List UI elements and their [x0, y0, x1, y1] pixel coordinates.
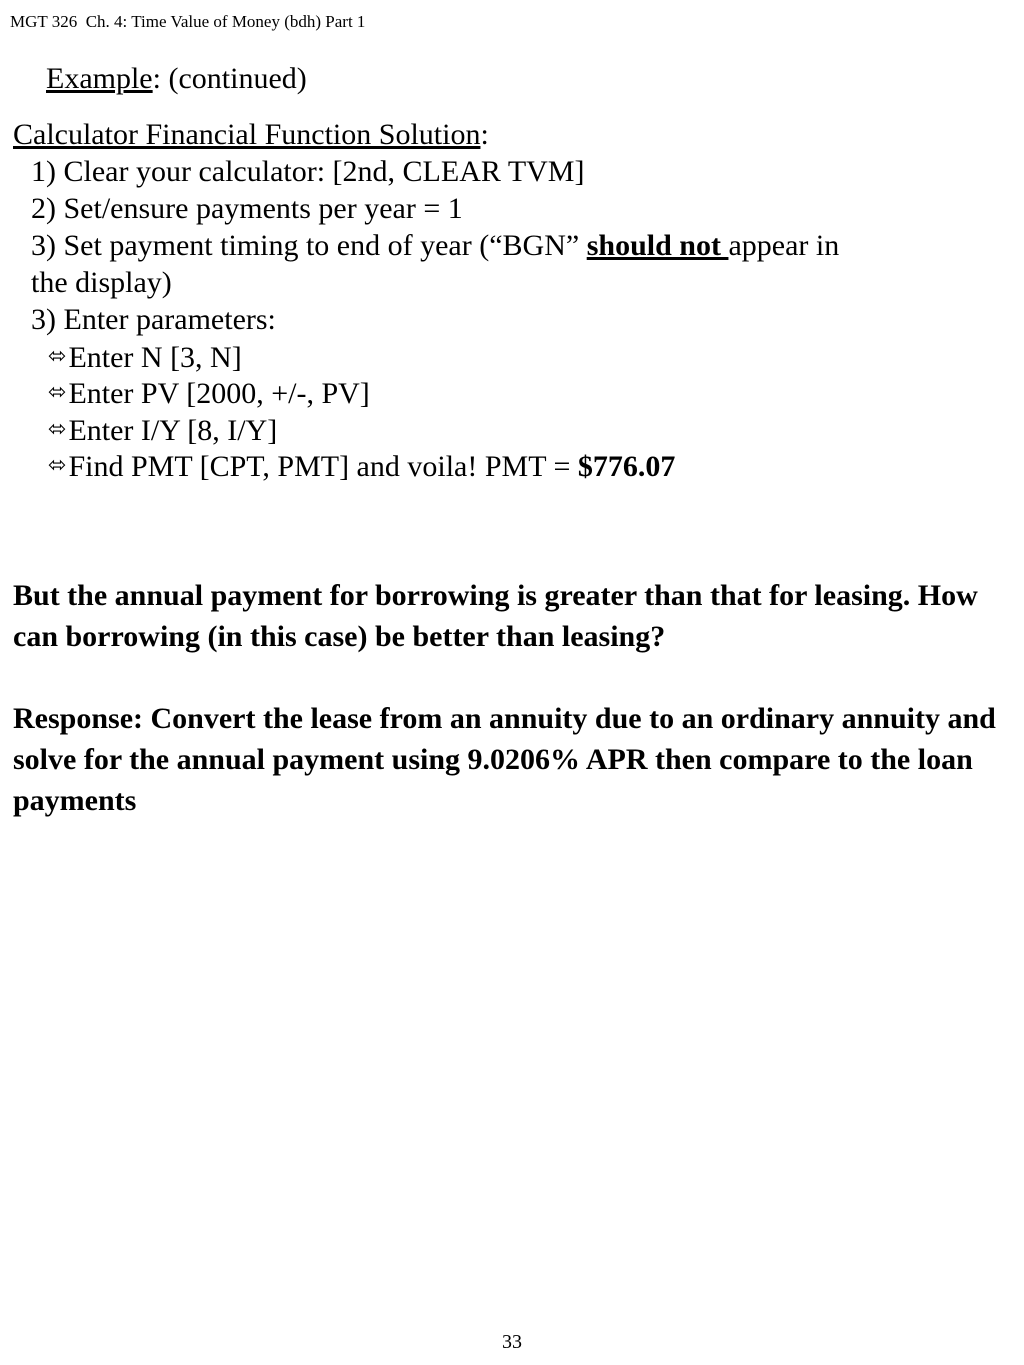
question-paragraph: But the annual payment for borrowing is greater than that for leasing. How can borrowing (in this case) be better than leasing?: [13, 579, 978, 653]
enter-iy-text: Enter I/Y [8, I/Y]: [68, 414, 278, 447]
find-pmt-item: [48, 448, 675, 485]
calculator-title-suffix: :: [480, 118, 489, 151]
enter-n-item: [48, 339, 242, 376]
page-number: 33: [502, 1331, 522, 1353]
course-header: MGT 326 Ch. 4: Time Value of Money (bdh) Part 1: [10, 12, 366, 31]
double-arrow-icon: ⬄: [48, 344, 67, 369]
enter-iy-item: [48, 412, 277, 449]
step-enter-parameters: 3) Enter parameters:: [31, 303, 276, 336]
enter-n-text: Enter N [3, N]: [68, 341, 242, 374]
step-payment-timing-pre: 3) Set payment timing to end of year (“BGN”: [31, 229, 587, 262]
example-label: Example: [46, 62, 153, 95]
calculator-section-title: [13, 117, 489, 153]
step-clear-calculator: 1) Clear your calculator: [2nd, CLEAR TVM]: [31, 155, 585, 188]
should-not-emphasis: should not: [586, 229, 729, 262]
step-payments-per-year: 2) Set/ensure payments per year = 1: [31, 192, 463, 225]
pmt-result-value: $776.07: [577, 450, 676, 483]
step-payment-timing-post: appear in: [728, 229, 840, 262]
double-arrow-icon: ⬄: [48, 417, 67, 442]
response-paragraph: Response: Convert the lease from an annuity due to an ordinary annuity and solve for the annual payment using 9.0206% APR then compare to the loan payments: [13, 702, 996, 817]
example-heading: [46, 61, 307, 97]
example-suffix: : (continued): [152, 62, 307, 95]
enter-pv-text: Enter PV [2000, +/-, PV]: [68, 377, 370, 410]
find-pmt-text: Find PMT [CPT, PMT] and voila! PMT =: [68, 450, 578, 483]
step-payment-timing-continued: the display): [31, 266, 172, 299]
step-payment-timing: [31, 228, 839, 264]
double-arrow-icon: ⬄: [48, 453, 67, 478]
calculator-title-text: Calculator Financial Function Solution: [13, 118, 481, 151]
double-arrow-icon: ⬄: [48, 380, 67, 405]
enter-pv-item: [48, 375, 370, 412]
